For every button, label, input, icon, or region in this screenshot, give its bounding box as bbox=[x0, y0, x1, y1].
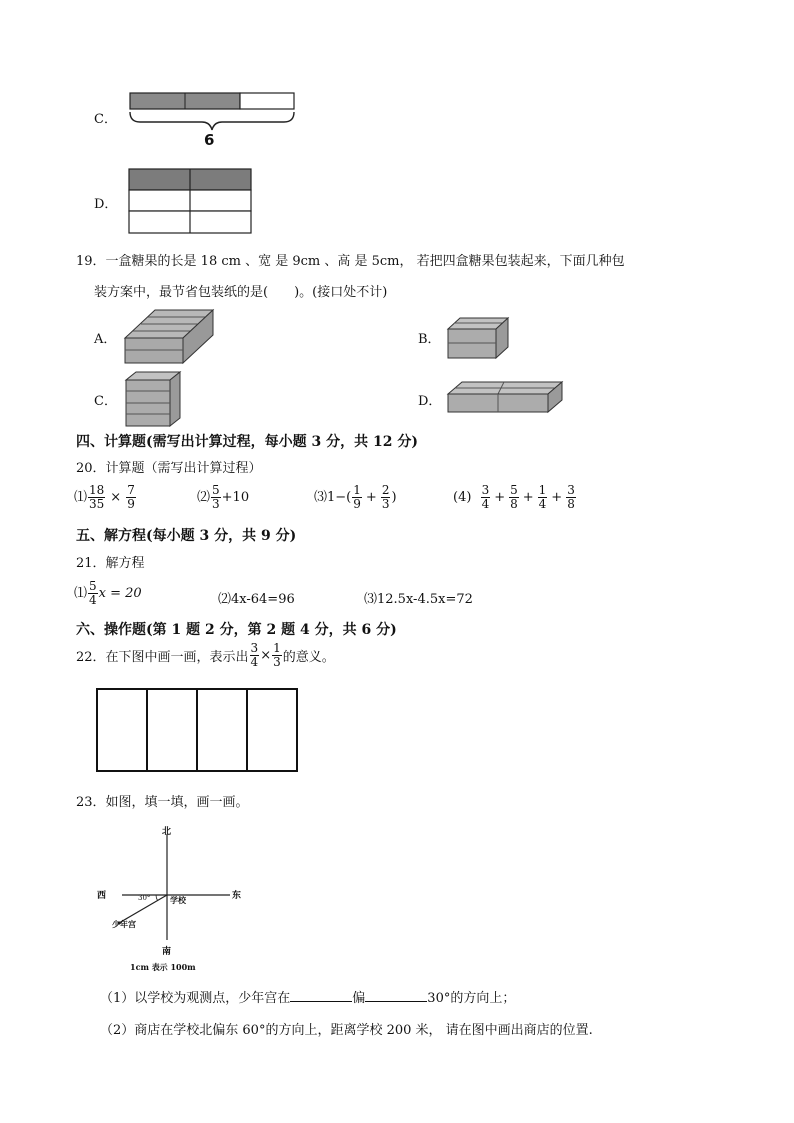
q19-option-c-box-figure bbox=[124, 370, 184, 428]
section-5-heading: 五、解方程(每小题 3 分，共 9 分) bbox=[76, 528, 297, 544]
compass-north-label: 北 bbox=[162, 827, 172, 837]
q19-option-a-label: A． bbox=[94, 332, 117, 347]
q23-stem: 23．如图，填一填，画一画。 bbox=[76, 795, 249, 810]
q23-sub1: （1）以学校为观测点，少年宫在 偏 30°的方向上； bbox=[100, 991, 516, 1006]
q22-drawing-rectangle[interactable] bbox=[96, 688, 300, 774]
q23-blank-1[interactable] bbox=[290, 989, 352, 1002]
q19-option-c-label: C． bbox=[94, 394, 117, 409]
section-4-heading: 四、计算题(需写出计算过程，每小题 3 分，共 12 分) bbox=[76, 434, 418, 450]
q19-line1: 一盒糖果的长是 18 cm 、宽 是 9cm 、高 是 5cm， 若把四盒糖果包装起来，下面几种包 bbox=[105, 254, 625, 269]
option-d-grid-figure bbox=[128, 168, 254, 236]
q21-item-2: ⑵4x-64=96 bbox=[218, 592, 295, 607]
q21-item-1: ⑴ $\frac{5}{4}$ x = 20 bbox=[74, 579, 142, 607]
compass-angle-label: 30° bbox=[138, 894, 151, 902]
q22-stem: 22．在下图中画一画，表示出 $\frac{3}{4}$ × $\frac{1}{3}$ 的意义。 bbox=[76, 641, 335, 669]
q23-blank-2[interactable] bbox=[365, 989, 427, 1002]
compass-south-label: 南 bbox=[162, 947, 172, 957]
q19-option-d-box-figure bbox=[446, 380, 566, 416]
q20-stem: 20．计算题（需写出计算过程） bbox=[76, 461, 262, 476]
q20-item-2: ⑵ $\frac{5}{3}$ +10 bbox=[197, 483, 250, 511]
section-6-heading: 六、操作题(第 1 题 2 分，第 2 题 4 分，共 6 分) bbox=[76, 622, 397, 638]
q20-item-3: ⑶1−( $\frac{1}{9}$ + $\frac{2}{3}$ ) bbox=[314, 483, 397, 511]
q21-item-3: ⑶12.5x-4.5x=72 bbox=[364, 592, 473, 607]
compass-west-label: 西 bbox=[97, 891, 107, 901]
q23-sub2: （2）商店在学校北偏东 60°的方向上，距离学校 200 米， 请在图中画出商店的位置. bbox=[100, 1023, 593, 1038]
q20-item-1: ⑴ $\frac{18}{35}$ × $\frac{7}{9}$ bbox=[74, 483, 135, 511]
compass-scale-label: 1cm 表示 100m bbox=[130, 962, 196, 972]
option-c-brace-value: 6 bbox=[204, 131, 215, 149]
q19-number: 19． bbox=[76, 254, 106, 269]
compass-east-label: 东 bbox=[232, 891, 242, 901]
compass-palace-label: 少年宫 bbox=[112, 919, 136, 929]
q19-option-b-box-figure bbox=[446, 316, 512, 360]
q19-option-b-label: B． bbox=[418, 332, 441, 347]
option-c-label: C． bbox=[94, 112, 117, 127]
compass-school-label: 学校 bbox=[170, 895, 186, 905]
q21-stem: 21．解方程 bbox=[76, 556, 145, 571]
q20-item-4: (4) $\frac{3}{4}$ + $\frac{5}{8}$ + $\frac{1}{4}$ + $\frac{3}{8}$ bbox=[453, 483, 575, 511]
q19-option-d-label: D． bbox=[418, 394, 442, 409]
q19-line2-after: )。(接口处不计) bbox=[294, 285, 388, 300]
q19-option-a-box-figure bbox=[124, 308, 216, 366]
option-d-label: D． bbox=[94, 197, 118, 212]
q19-line2-before: 装方案中，最节省包装纸的是( bbox=[94, 285, 269, 300]
